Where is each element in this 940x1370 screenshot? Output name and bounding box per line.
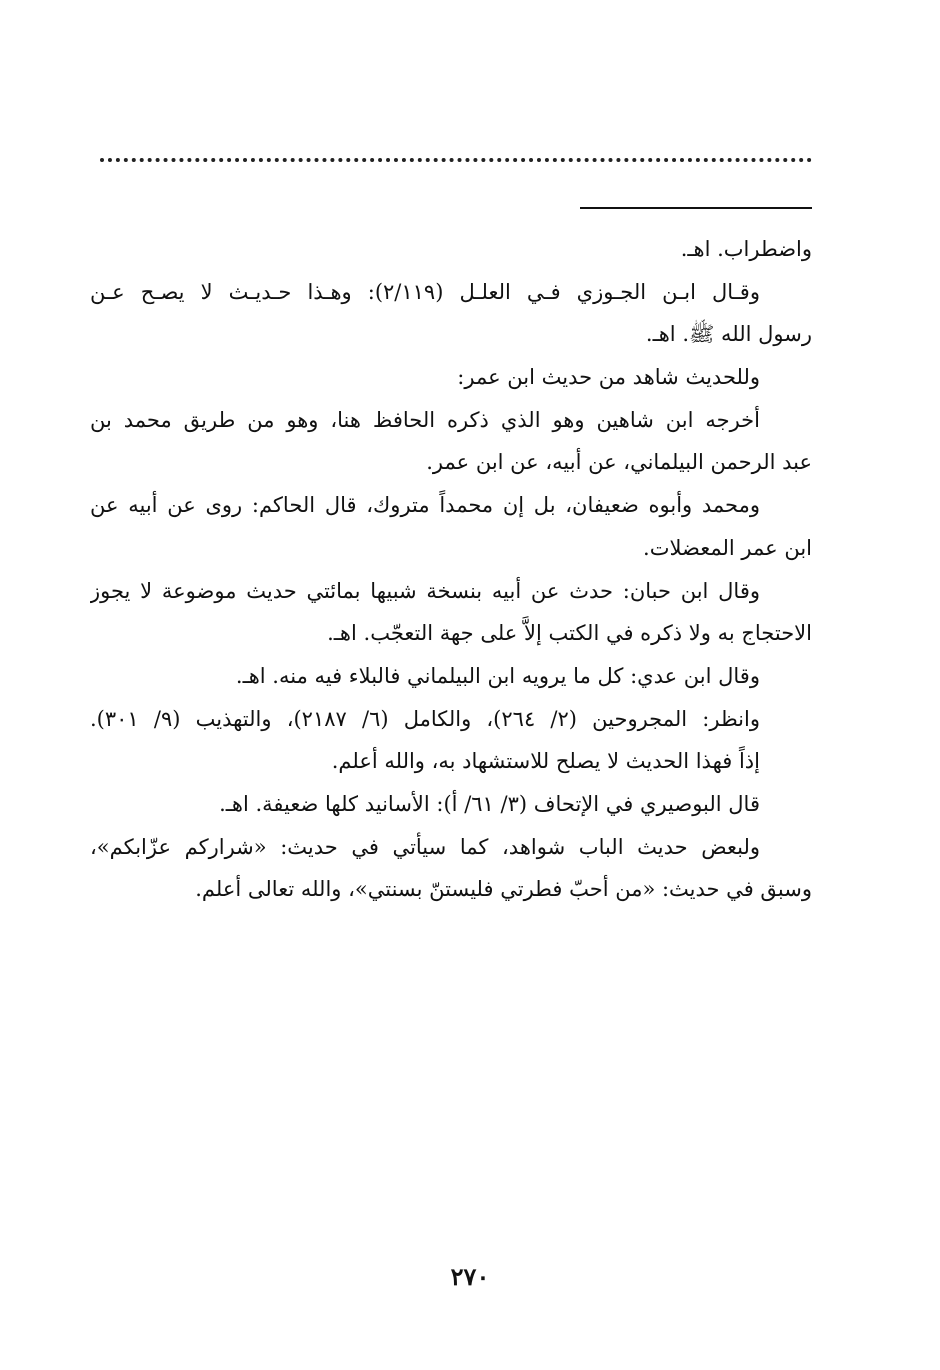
text-line: ومحمد وأبوه ضعيفان، بل إن محمداً متروك، قال الحاكم: روى عن أبيه عن — [90, 493, 760, 518]
footnote-separator-line — [580, 207, 812, 209]
text-line: ابن عمر المعضلات. — [643, 535, 812, 560]
text-line: أخرجه ابن شاهين وهو الذي ذكره الحافظ هنا، وهو من طريق محمد بن — [90, 407, 760, 432]
text-line: إذاً فهذا الحديث لا يصلح للاستشهاد به، والله أعلم. — [331, 749, 760, 774]
text-line: وانظر: المجروحين (٢/ ٢٦٤)، والكامل (٦/ ٢١٨٧)، والتهذيب (٩/ ٣٠١). — [90, 706, 760, 731]
text-line: وللحديث شاهد من حديث ابن عمر: — [457, 365, 760, 390]
text-line: وقال ابن عدي: كل ما يرويه ابن البيلماني فالبلاء فيه منه. اهـ. — [235, 663, 760, 688]
text-line: وقـال ابـن الجـوزي فـي العلـل (٢/١١٩): وهـذا حـديـث لا يصـح عـن — [90, 279, 760, 304]
text-line: رسول الله ﷺ. اهـ. — [645, 322, 812, 347]
footnote-text — [90, 228, 812, 911]
text-line: وسبق في حديث: «من أحبّ فطرتي فليستنّ بسنتي»، والله تعالى أعلم. — [195, 877, 812, 902]
text-line: واضطراب. اهـ. — [680, 237, 812, 261]
text-line: الاحتجاج به ولا ذكره في الكتب إلاَّ على جهة التعجّب. اهـ. — [327, 621, 812, 646]
page-number: ٢٧٠ — [450, 1262, 490, 1291]
text-line: ولبعض حديث الباب شواهد، كما سيأتي في حديث: «شراركم عزّابكم»، — [90, 834, 760, 859]
text-line: قال البوصيري في الإتحاف (٣/ ٦١/ أ): الأسانيد كلها ضعيفة. اهـ. — [219, 791, 760, 816]
text-line: عبد الرحمن البيلماني، عن أبيه، عن ابن عمر. — [426, 450, 812, 475]
text-line: وقال ابن حبان: حدث عن أبيه بنسخة شبيها بمائتي حديث موضوعة لا يجوز — [90, 578, 760, 603]
dotted-separator — [100, 158, 812, 162]
